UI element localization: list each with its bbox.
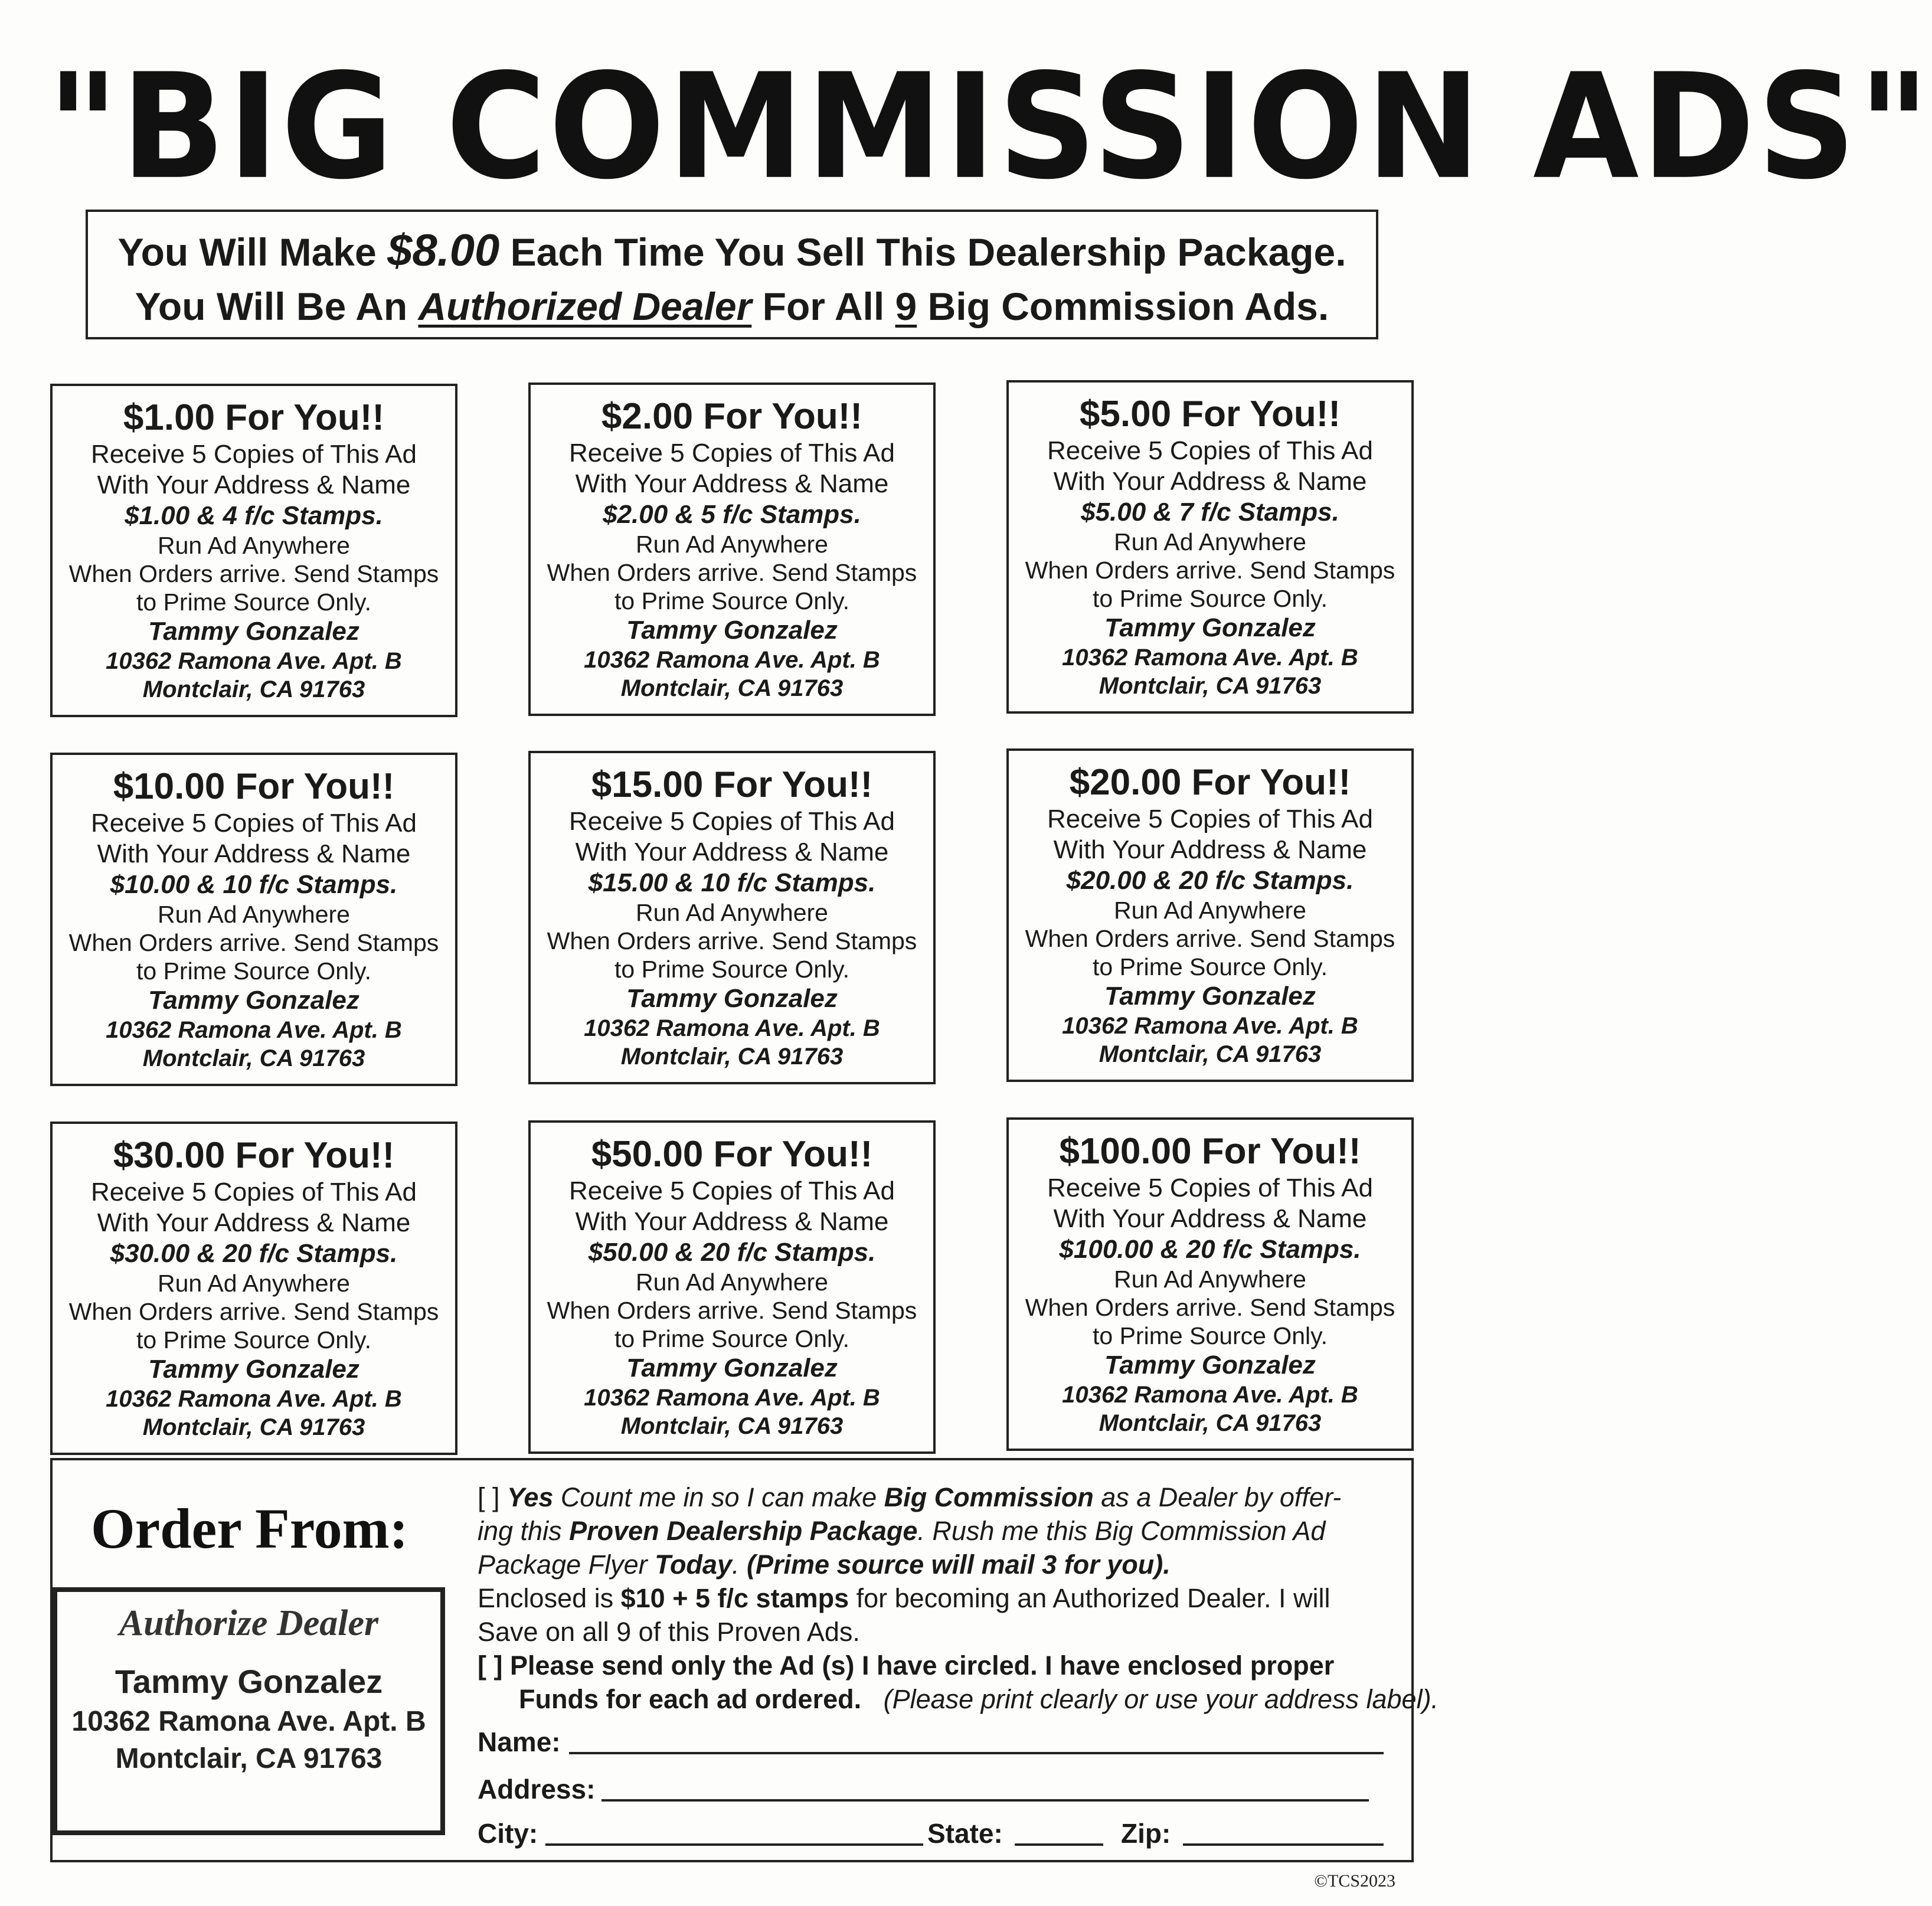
zip-line[interactable]: [1183, 1843, 1384, 1846]
ad-price: $100.00 & 20 f/c Stamps.: [1059, 1235, 1361, 1264]
ad-contact-name: Tammy Gonzalez: [148, 617, 359, 646]
ad-title: $2.00 For You!!: [601, 396, 863, 437]
ad-street: 10362 Ramona Ave. Apt. B: [1062, 1013, 1358, 1039]
name-field[interactable]: [478, 1726, 561, 1758]
ad-city: Montclair, CA 91763: [142, 676, 365, 702]
ad-text: Run Ad Anywhere: [636, 531, 828, 558]
authorized-dealer-box: [53, 1587, 445, 1835]
ad-text: When Orders arrive. Send Stamps: [68, 1298, 439, 1325]
intro-line-2: [88, 284, 1376, 329]
ad-city: Montclair, CA 91763: [1099, 673, 1322, 699]
ad-city: Montclair, CA 91763: [1099, 1041, 1322, 1067]
dealer-heading: Authorize Dealer: [119, 1603, 379, 1643]
zip-label: Zip:: [1121, 1818, 1171, 1849]
ad-box: [1006, 1117, 1414, 1451]
ad-contact-name: Tammy Gonzalez: [1104, 982, 1316, 1011]
ad-city: Montclair, CA 91763: [142, 1045, 365, 1071]
ad-box: [50, 384, 457, 717]
ad-text: Run Ad Anywhere: [158, 901, 350, 928]
ad-text: to Prime Source Only.: [614, 956, 849, 983]
ad-text: Run Ad Anywhere: [1114, 1266, 1306, 1293]
order-text: as a Dealer by offer-: [1093, 1482, 1342, 1512]
ad-text: Receive 5 Copies of This Ad: [1047, 805, 1373, 833]
ad-text: When Orders arrive. Send Stamps: [547, 559, 917, 586]
big-commission-text: Big Commission: [884, 1482, 1094, 1512]
ad-text: With Your Address & Name: [97, 1208, 411, 1237]
ad-title: $20.00 For You!!: [1069, 762, 1351, 803]
ad-price: $1.00 & 4 f/c Stamps.: [125, 501, 383, 530]
ad-text: Receive 5 Copies of This Ad: [569, 1176, 895, 1205]
intro-text: For All: [751, 285, 895, 328]
ad-text: With Your Address & Name: [575, 1207, 889, 1236]
ad-text: When Orders arrive. Send Stamps: [547, 927, 917, 954]
ad-city: Montclair, CA 91763: [620, 1044, 844, 1070]
ad-text: to Prime Source Only.: [1093, 1322, 1328, 1349]
copyright: ©TCS2023: [1314, 1871, 1395, 1891]
commission-amount: $8.00: [387, 225, 500, 276]
ad-city: Montclair, CA 91763: [1099, 1410, 1322, 1436]
ad-text: Run Ad Anywhere: [636, 1269, 828, 1296]
order-text: Enclosed is: [478, 1583, 621, 1613]
address-field[interactable]: [478, 1773, 595, 1805]
ad-text: to Prime Source Only.: [1093, 953, 1328, 980]
ad-text: With Your Address & Name: [1053, 1204, 1367, 1233]
proven-package-text: Proven Dealership Package: [569, 1516, 918, 1546]
ad-title: $5.00 For You!!: [1079, 394, 1341, 434]
intro-line-1: [88, 225, 1376, 276]
order-text: ing this: [478, 1516, 570, 1546]
ad-text: With Your Address & Name: [1053, 835, 1367, 864]
ad-text: Run Ad Anywhere: [158, 532, 350, 559]
ad-text: Receive 5 Copies of This Ad: [1047, 1173, 1373, 1202]
ad-street: 10362 Ramona Ave. Apt. B: [584, 1015, 880, 1041]
yes-label: Yes: [507, 1482, 554, 1512]
ad-title: $10.00 For You!!: [113, 766, 395, 807]
intro-text: Big Commission Ads.: [917, 285, 1329, 328]
order-text: Package Flyer: [478, 1549, 655, 1580]
print-clearly-note: (Please print clearly or use your address label).: [883, 1684, 1439, 1714]
ad-title: $1.00 For You!!: [123, 397, 385, 438]
ad-street: 10362 Ramona Ave. Apt. B: [106, 1017, 402, 1043]
ad-text: Receive 5 Copies of This Ad: [569, 807, 895, 836]
ad-city: Montclair, CA 91763: [620, 1413, 844, 1439]
ad-price: $30.00 & 20 f/c Stamps.: [110, 1239, 398, 1268]
ad-contact-name: Tammy Gonzalez: [626, 984, 838, 1013]
ad-street: 10362 Ramona Ave. Apt. B: [106, 648, 402, 674]
city-label: City:: [478, 1818, 538, 1849]
ad-box: [50, 753, 457, 1086]
ad-text: Receive 5 Copies of This Ad: [91, 1178, 417, 1207]
name-label: Name:: [478, 1727, 561, 1757]
order-text: Count me in so I can make: [553, 1482, 884, 1512]
order-form: [50, 1458, 1439, 1862]
ad-price: $50.00 & 20 f/c Stamps.: [588, 1238, 876, 1267]
ad-text: When Orders arrive. Send Stamps: [1025, 925, 1395, 952]
ad-box: [528, 1120, 936, 1454]
dealer-street: 10362 Ramona Ave. Apt. B: [71, 1706, 426, 1737]
ad-text: to Prime Source Only.: [136, 1326, 371, 1354]
order-text: .: [731, 1549, 747, 1580]
order-instructions: [478, 1480, 1439, 1716]
ad-text: With Your Address & Name: [575, 838, 889, 867]
authorized-dealer-text: Authorized Dealer: [418, 285, 752, 328]
ad-text: Receive 5 Copies of This Ad: [91, 809, 417, 838]
ad-city: Montclair, CA 91763: [142, 1414, 365, 1440]
city-state-zip-field[interactable]: [478, 1817, 1398, 1849]
ad-text: With Your Address & Name: [575, 469, 889, 498]
ad-text: With Your Address & Name: [97, 470, 411, 499]
ad-text: to Prime Source Only.: [614, 587, 849, 614]
name-line[interactable]: [569, 1752, 1384, 1754]
ad-contact-name: Tammy Gonzalez: [148, 1355, 359, 1384]
ad-street: 10362 Ramona Ave. Apt. B: [1062, 645, 1358, 671]
order-from-heading: Order From:: [91, 1497, 408, 1560]
order-line: [478, 1548, 1398, 1581]
ad-street: 10362 Ramona Ave. Apt. B: [1062, 1382, 1358, 1408]
dealer-fee: $10 + 5 f/c stamps: [620, 1583, 849, 1613]
address-line[interactable]: [601, 1799, 1369, 1802]
dealer-name: Tammy Gonzalez: [115, 1663, 383, 1700]
ad-price: $10.00 & 10 f/c Stamps.: [110, 870, 398, 899]
order-line: Save on all 9 of this Proven Ads.: [478, 1617, 860, 1647]
intro-box: [86, 210, 1378, 339]
ad-street: 10362 Ramona Ave. Apt. B: [584, 1385, 880, 1411]
ad-text: Run Ad Anywhere: [1114, 897, 1306, 924]
intro-text: You Will Make: [117, 230, 388, 274]
ad-box: [528, 382, 936, 716]
intro-text: You Will Be An: [135, 285, 419, 328]
ad-text: to Prime Source Only.: [136, 957, 371, 985]
ad-text: to Prime Source Only.: [1093, 585, 1328, 612]
ad-price: $15.00 & 10 f/c Stamps.: [588, 868, 876, 897]
ad-box: [528, 751, 936, 1084]
ad-city: Montclair, CA 91763: [620, 675, 844, 701]
state-label: State:: [927, 1818, 1003, 1849]
state-line[interactable]: [1015, 1843, 1103, 1846]
order-line: [478, 1682, 1439, 1716]
ad-text: Run Ad Anywhere: [158, 1270, 350, 1297]
order-text: for becoming an Authorized Dealer. I will: [849, 1583, 1331, 1613]
ad-title: $50.00 For You!!: [591, 1134, 873, 1175]
yes-checkbox[interactable]: [ ]: [478, 1482, 508, 1512]
ad-box: [50, 1122, 457, 1455]
ad-contact-name: Tammy Gonzalez: [1104, 613, 1316, 642]
ad-text: Receive 5 Copies of This Ad: [569, 439, 895, 467]
ad-text: When Orders arrive. Send Stamps: [1025, 1294, 1395, 1321]
ad-contact-name: Tammy Gonzalez: [1104, 1351, 1316, 1379]
ad-street: 10362 Ramona Ave. Apt. B: [106, 1386, 402, 1412]
ad-contact-name: Tammy Gonzalez: [148, 986, 359, 1015]
circled-ads-checkbox-text[interactable]: [ ] Please send only the Ad (s) I have circled. I have enclosed proper: [478, 1650, 1335, 1681]
order-text: . Rush me this Big Commission Ad: [917, 1516, 1326, 1546]
today-text: Today: [655, 1549, 732, 1580]
ad-text: to Prime Source Only.: [614, 1325, 849, 1352]
ad-text: Run Ad Anywhere: [1114, 528, 1306, 555]
ad-text: When Orders arrive. Send Stamps: [1025, 557, 1395, 584]
prime-mail-text: (Prime source will mail 3 for you).: [747, 1549, 1171, 1580]
ad-street: 10362 Ramona Ave. Apt. B: [584, 647, 880, 673]
ad-title: $30.00 For You!!: [113, 1135, 395, 1176]
ad-text: With Your Address & Name: [1053, 467, 1367, 496]
ad-box: [1006, 748, 1414, 1082]
order-line: [478, 1514, 1398, 1548]
address-label: Address:: [478, 1774, 596, 1804]
order-text: Funds for each ad ordered.: [519, 1684, 862, 1714]
order-line: [478, 1649, 1398, 1682]
ad-text: Receive 5 Copies of This Ad: [91, 440, 417, 469]
ad-box: [1006, 380, 1414, 714]
ad-contact-name: Tammy Gonzalez: [626, 1354, 838, 1382]
ad-price: $2.00 & 5 f/c Stamps.: [603, 500, 861, 529]
order-line: [478, 1581, 1398, 1615]
ad-price: $5.00 & 7 f/c Stamps.: [1081, 498, 1339, 527]
ad-text: When Orders arrive. Send Stamps: [68, 929, 439, 956]
ad-text: When Orders arrive. Send Stamps: [547, 1297, 917, 1324]
dealer-city: Montclair, CA 91763: [115, 1743, 383, 1774]
city-line[interactable]: [545, 1843, 923, 1846]
ad-text: Receive 5 Copies of This Ad: [1047, 436, 1373, 465]
intro-text: Each Time You Sell This Dealership Package.: [499, 230, 1346, 274]
order-line: [478, 1480, 1398, 1514]
ad-text: to Prime Source Only.: [136, 589, 371, 616]
ad-text: Run Ad Anywhere: [636, 899, 828, 926]
flyer-title: "BIG COMMISSION ADS": [47, 42, 1932, 212]
ad-title: $15.00 For You!!: [591, 764, 873, 805]
ad-count: 9: [895, 285, 917, 328]
ad-price: $20.00 & 20 f/c Stamps.: [1066, 866, 1354, 895]
ad-contact-name: Tammy Gonzalez: [626, 616, 838, 645]
ad-text: With Your Address & Name: [97, 839, 411, 868]
ad-title: $100.00 For You!!: [1059, 1131, 1361, 1172]
ad-text: When Orders arrive. Send Stamps: [68, 560, 439, 587]
